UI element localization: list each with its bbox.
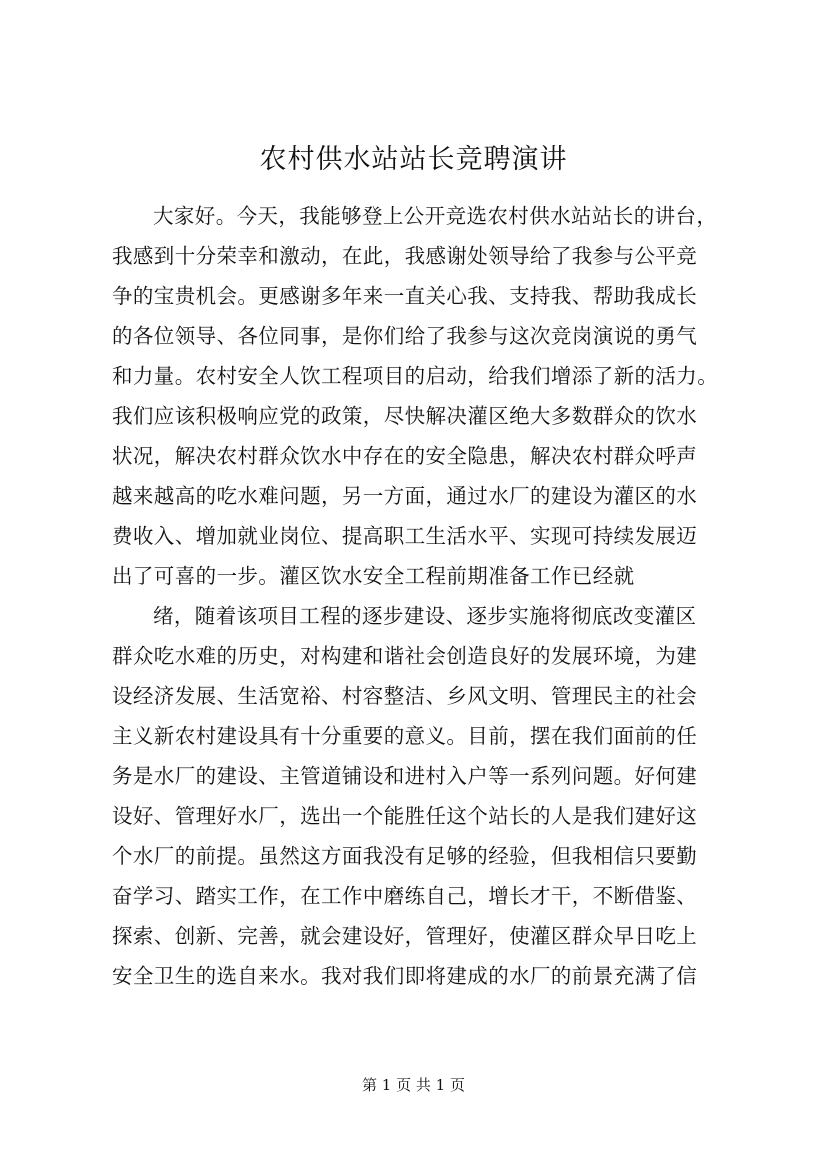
body-line: 设经济发展、生活宽裕、村容整洁、乡风文明、管理民主的社会 <box>112 684 698 708</box>
body-line: 争的宝贵机会。更感谢多年来一直关心我、支持我、帮助我成长 <box>112 284 698 308</box>
body-line: 出了可喜的一步。灌区饮水安全工程前期准备工作已经就 <box>112 564 635 588</box>
body-line: 的各位领导、各位同事，是你们给了我参与这次竞岗演说的勇气 <box>112 324 698 348</box>
body-line: 我感到十分荣幸和激动，在此，我感谢处领导给了我参与公平竞 <box>112 244 698 268</box>
body-line: 探索、创新、完善，就会建设好，管理好，使灌区群众早日吃上 <box>112 924 698 948</box>
body-line: 主义新农村建设具有十分重要的意义。目前，摆在我们面前的任 <box>112 724 698 748</box>
body-line: 奋学习、踏实工作，在工作中磨练自己，增长才干，不断借鉴、 <box>112 884 698 908</box>
page-number-footer: 第 1 页 共 1 页 <box>362 1076 465 1094</box>
body-line: 安全卫生的选自来水。我对我们即将建成的水厂的前景充满了信 <box>112 964 698 988</box>
body-line: 费收入、增加就业岗位、提高职工生活水平、实现可持续发展迈 <box>112 524 698 548</box>
body-line: 群众吃水难的历史，对构建和谐社会创造良好的发展环境，为建 <box>112 644 698 668</box>
body-line: 个水厂的前提。虽然这方面我没有足够的经验，但我相信只要勤 <box>112 844 698 868</box>
body-line: 大家好。今天，我能够登上公开竞选农村供水站站长的讲台， <box>153 204 718 228</box>
document-body <box>112 196 752 996</box>
body-line: 和力量。农村安全人饮工程项目的启动，给我们增添了新的活力。 <box>112 364 719 388</box>
body-line: 设好、管理好水厂，选出一个能胜任这个站长的人是我们建好这 <box>112 804 698 828</box>
body-line: 状况，解决农村群众饮水中存在的安全隐患，解决农村群众呼声 <box>112 444 698 468</box>
body-line: 我们应该积极响应党的政策，尽快解决灌区绝大多数群众的饮水 <box>112 404 698 428</box>
body-line: 越来越高的吃水难问题，另一方面，通过水厂的建设为灌区的水 <box>112 484 698 508</box>
body-line: 绪，随着该项目工程的逐步建设、逐步实施将彻底改变灌区 <box>153 604 697 628</box>
body-line: 务是水厂的建设、主管道铺设和进村入户等一系列问题。好何建 <box>112 764 698 788</box>
document-title: 农村供水站站长竞聘演讲 <box>259 144 568 175</box>
